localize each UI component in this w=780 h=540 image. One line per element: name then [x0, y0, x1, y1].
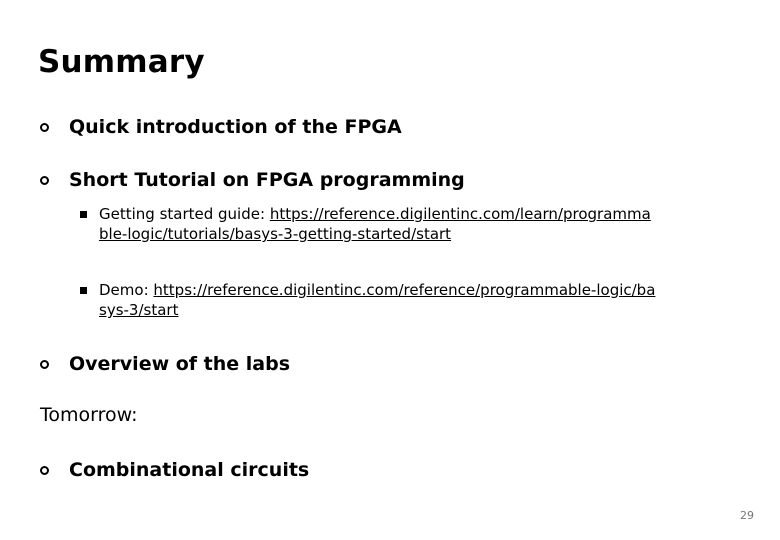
sub-bullet-text	[99, 280, 659, 320]
circle-bullet-icon	[40, 123, 49, 132]
bullet-item	[40, 169, 465, 191]
slide-title: Summary	[38, 44, 205, 80]
circle-bullet-icon	[40, 176, 49, 185]
getting-started-link[interactable]: https://reference.digilentinc.com/learn/programmable-logic/tutorials/basys-3-getting-started/start	[99, 205, 651, 243]
bullet-item	[40, 459, 309, 481]
tomorrow-heading: Tomorrow:	[40, 404, 138, 426]
sub-bullet-label: Demo:	[99, 281, 149, 299]
bullet-text: Quick introduction of the FPGA	[69, 116, 402, 138]
sub-bullet-text	[99, 204, 659, 244]
bullet-item	[40, 353, 290, 375]
square-bullet-icon	[80, 211, 87, 218]
page-number: 29	[740, 509, 754, 522]
demo-link[interactable]: https://reference.digilentinc.com/reference/programmable-logic/basys-3/start	[99, 281, 656, 319]
sub-bullet-item	[80, 280, 659, 320]
bullet-text: Short Tutorial on FPGA programming	[69, 169, 465, 191]
circle-bullet-icon	[40, 466, 49, 475]
sub-bullet-label: Getting started guide:	[99, 205, 266, 223]
bullet-text: Combinational circuits	[69, 459, 310, 481]
bullet-text: Overview of the labs	[69, 353, 291, 375]
square-bullet-icon	[80, 287, 87, 294]
sub-bullet-item	[80, 204, 659, 244]
bullet-item	[40, 116, 402, 138]
circle-bullet-icon	[40, 360, 49, 369]
